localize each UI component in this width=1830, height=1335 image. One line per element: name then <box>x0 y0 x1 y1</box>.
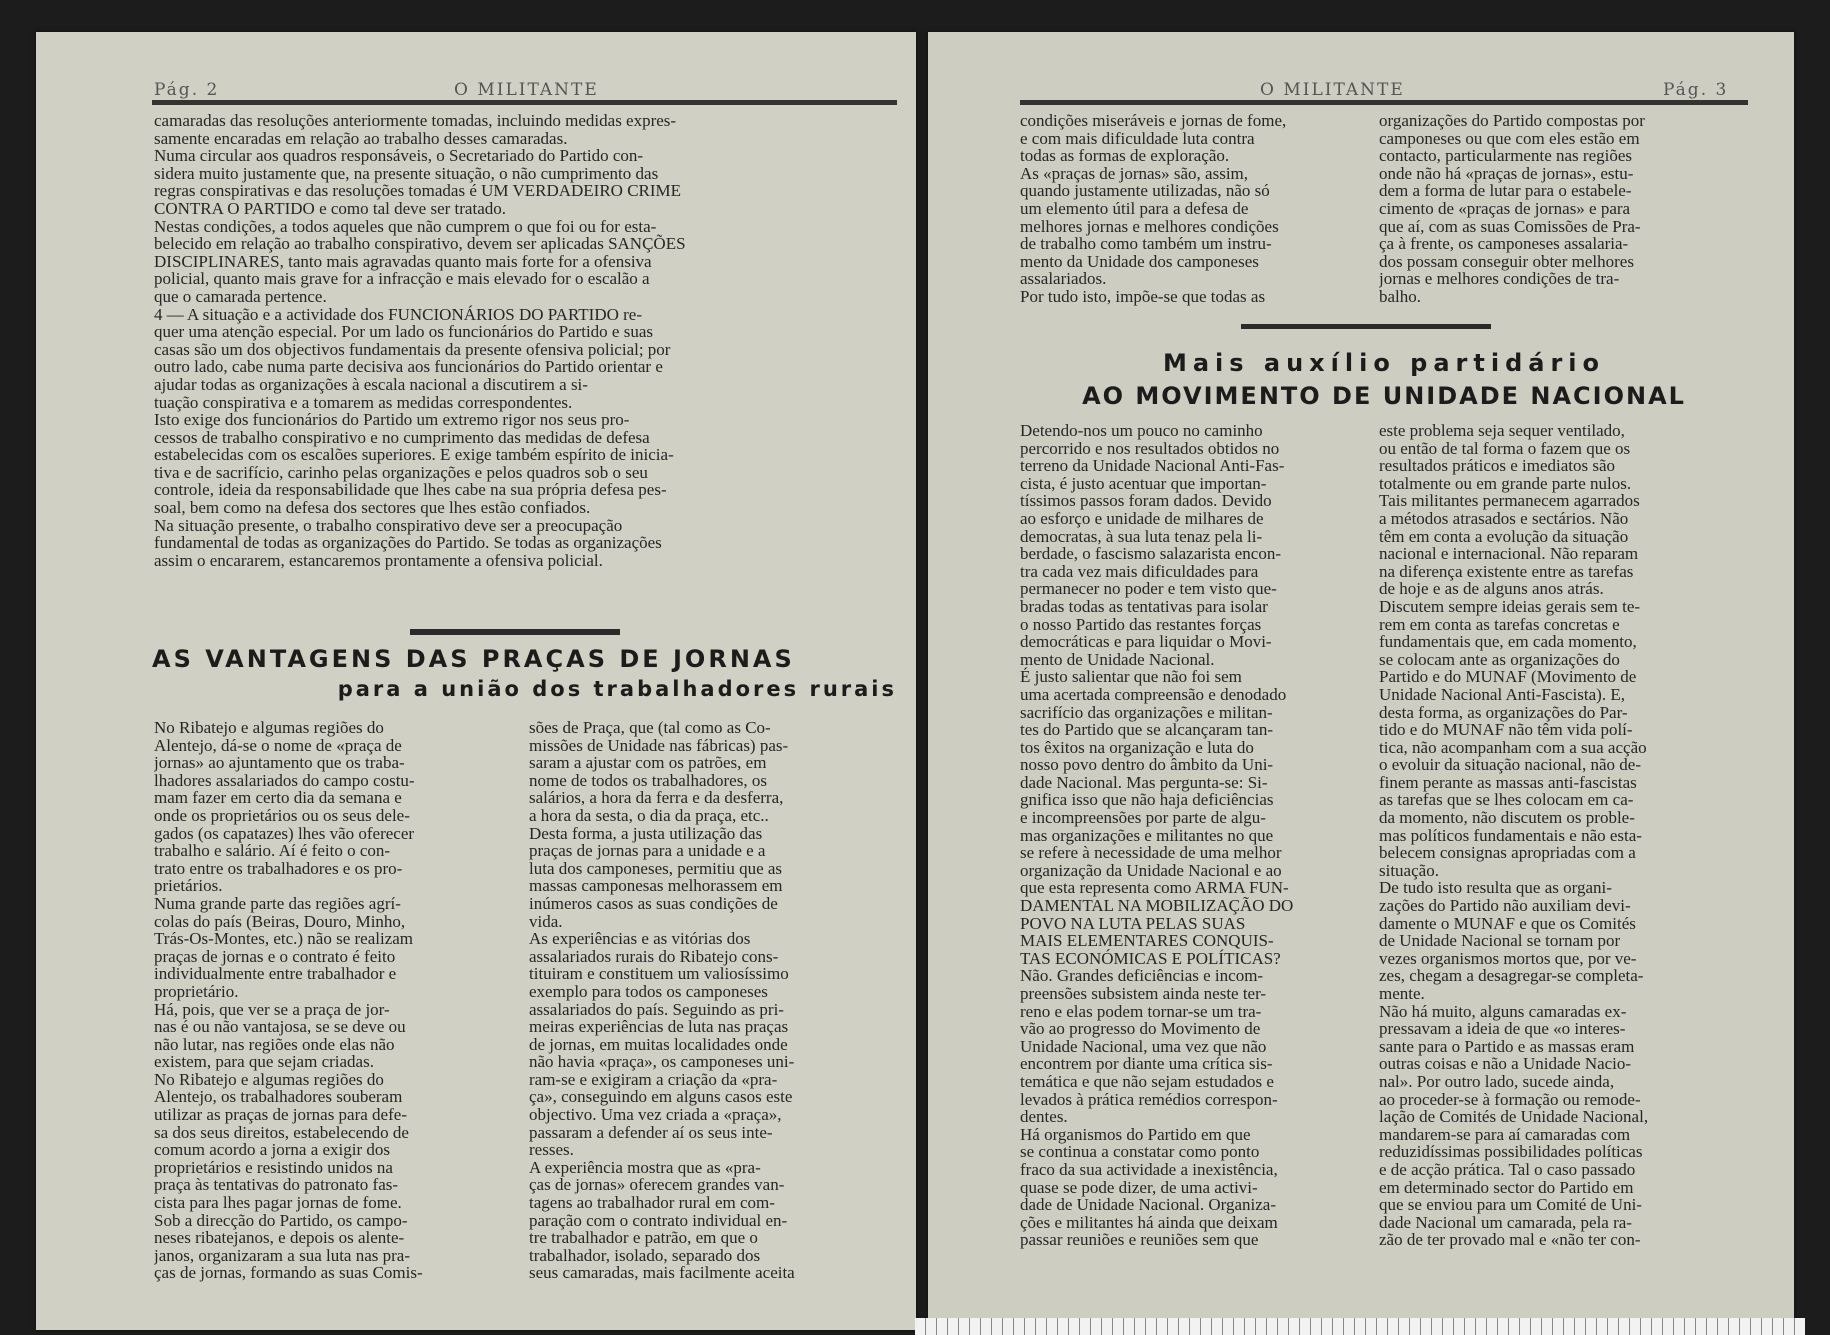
article-right-column-1: Detendo-nos um pouco no caminho percorrido e nos resultados obtidos no terreno da Unidade Nacional Anti-Fas- cista, é justo acentuar que importan- tíssimos passos foram dados. Devido ao esforço e unidade de milhares de democratas, à sua luta tenaz pela li- berdade, o fascismo salazarista encon- tra cada vez mais dificuldades para permanecer no poder e tem visto que- bradas todas as tentativas para isolar o nosso Partido das restantes forças democráticas e para liquidar o Movi- mento de Unidade Nacional. É justo salientar que não foi sem uma acertada compreensão e denodado sacrifício das organizações e militan- tes do Partido que se alcançaram tan- tos êxitos na organização e luta do nosso povo dentro do âmbito da Uni- dade Nacional. Mas pergunta-se: Si- gnifica isso que não haja deficiências e incompreensões por parte de algu- mas organizações e militantes no que se refere à necessidade de uma melhor organização da Unidade Nacional e ao que esta representa como ARMA FUN- DAMENTAL NA MOBILIZAÇÃO DO POVO NA LUTA PELAS SUAS MAIS ELEMENTARES CONQUIS- TAS ECONÓMICAS E POLÍTICAS? Não. Grandes deficiências e incom- preensões subsistem ainda neste ter- reno e elas podem tornar-se um tra- vão ao progresso do Movimento de Unidade Nacional, uma vez que não encontrem por diante uma crítica sis- temática e que não sejam estudados e levados à prática remédios correspon- dentes. Há organismos do Partido em que se continua a constatar como ponto fraco da sua actividade a inexistência, quase se pode dizer, de uma activi- dade de Unidade Nacional. Organiza- ções e militantes há ainda que deixam passar reuniões e reuniões sem que <box>1020 422 1294 1250</box>
ruler-strip <box>915 1318 1805 1335</box>
article-subtitle-praças: para a união dos trabalhadores rurais <box>337 677 897 701</box>
masthead-rule-right <box>1020 100 1748 105</box>
article-title-praças: AS VANTAGENS DAS PRAÇAS DE JORNAS <box>152 645 795 673</box>
right-top-column-1: condições miseráveis e jornas de fome, e com mais dificuldade luta contra todas as formas de exploração. As «praças de jornas» são, assim, quando justamente utilizadas, não só um elemento útil para a defesa de melhores jornas e melhores condições de trabalho como também um instru- mento da Unidade dos camponeses assalariados. Por tudo isto, impõe-se que todas as <box>1020 112 1287 306</box>
left-top-paragraphs: camaradas das resoluções anteriormente tomadas, incluindo medidas expres- samente encaradas em relação ao trabalho desses camaradas. Numa circular aos quadros responsáveis, o Secretariado do Partido con- sidera muito justamente que, na presente situação, o não cumprimento das regras conspirativas e das resoluções tomadas é UM VERDADEIRO CRIME CONTRA O PARTIDO e como tal deve ser tratado. Nestas condições, a todos aqueles que não cumprem o que foi ou for esta- belecido em relação ao trabalho conspirativo, devem ser aplicadas SANÇÕES DISCIPLINARES, tanto mais agravadas quanto mais forte for a ofensiva policial, quanto mais grave for a infracção e mais elevado for o escalão a que o camarada pertence. 4 — A situação e a actividade dos FUNCIONÁRIOS DO PARTIDO re- quer uma atenção especial. Por um lado os funcionários do Partido e suas casas são um dos objectivos fundamentais da presente ofensiva policial; por outro lado, cabe numa parte decisiva aos funcionários do Partido orientar e ajudar todas as organizações à escala nacional a discutirem a si- tuação conspirativa e a tomarem as medidas correspondentes. Isto exige dos funcionários do Partido um extremo rigor nos seus pro- cessos de trabalho conspirativo e no cumprimento das medidas de defesa estabelecidas com os escalões superiores. E exige também espírito de inicia- tiva e de sacrifício, carinho pelas organizações e pelos quadros sob o seu controle, ideia da responsabilidade que lhes cabe na sua própria defesa pes- soal, bem como na defesa dos sectores que lhes estão confiados. Na situação presente, o trabalho conspirativo deve ser a preocupação fundamental de todas as organizações do Partido. Se todas as organizações assim o encararem, estancaremos prontamente a ofensiva policial. <box>154 112 686 570</box>
section-divider-left <box>410 629 620 635</box>
masthead-left: O MILITANTE <box>454 80 599 100</box>
article-title-auxilio: Mais auxílio partidário <box>1162 349 1606 377</box>
article-column-1: No Ribatejo e algumas regiões do Alentejo, dá-se o nome de «praça de jornas» ao ajuntamento que os traba- lhadores assalariados do campo costu- mam fazer em certo dia da semana e onde os proprietários ou os seus dele- gados (os capatazes) lhes vão oferecer trabalho e salário. Aí é feito o con- trato entre os trabalhadores e os pro- prietários. Numa grande parte das regiões agrí- colas do país (Beiras, Douro, Minho, Trás-Os-Montes, etc.) não se realizam praças de jornas e o contrato é feito individualmente entre trabalhador e proprietário. Há, pois, que ver se a praça de jor- nas é ou não vantajosa, se se deve ou não lutar, nas regiões onde elas não existem, para que sejam criadas. No Ribatejo e algumas regiões do Alentejo, os trabalhadores souberam utilizar as praças de jornas para defe- sa dos seus direitos, estabelecendo de comum acordo a jorna a exigir dos proprietários e resistindo unidos na praça às tentativas do patronato fas- cista para lhes pagar jornas de fome. Sob a direcção do Partido, os campo- neses ribatejanos, e depois os alente- janos, organizaram a sua luta nas pra- ças de jornas, formando as suas Comis- <box>154 719 423 1283</box>
page-number-left: Pág. 2 <box>154 80 220 100</box>
left-page <box>36 32 916 1330</box>
article-column-2: sões de Praça, que (tal como as Co- missões de Unidade nas fábricas) pas- saram a ajustar com os patrões, em nome de todos os trabalhadores, os salários, a hora da ferra e da desferra, a hora da sesta, o dia da praça, etc.. Desta forma, a justa utilização das praças de jornas para a unidade e a luta dos camponeses, permitiu que as massas camponesas melhorassem em inúmeros casos as suas condições de vida. As experiências e as vitórias dos assalariados rurais do Ribatejo cons- tituiram e constituem um valiosíssimo exemplo para todos os camponeses assalariados do país. Seguindo as pri- meiras experiências de luta nas praças de jornas, em muitas localidades onde não havia «praça», os camponeses uni- ram-se e exigiram a criação da «pra- ça», conseguindo em alguns casos este objectivo. Uma vez criada a «praça», passaram a defender aí os seus inte- resses. A experiência mostra que as «pra- ças de jornas» oferecem grandes van- tagens ao trabalhador rural em com- paração com o contrato individual en- tre trabalhador e patrão, em que o trabalhador, isolado, separado dos seus camaradas, mais facilmente aceita <box>529 719 795 1283</box>
article-subtitle-unidade: AO MOVIMENTO DE UNIDADE NACIONAL <box>1082 382 1686 410</box>
right-page <box>928 32 1794 1330</box>
article-right-column-2: este problema seja sequer ventilado, ou então de tal forma o fazem que os resultados práticos e imediatos são totalmente ou em grande parte nulos. Tais militantes permanecem agarrados a métodos atrasados e sectários. Não têm em conta a evolução da situação nacional e internacional. Não reparam na diferença existente entre as tarefas de hoje e as de alguns anos atrás. Discutem sempre ideias gerais sem te- rem em conta as tarefas concretas e fundamentais que, em cada momento, se colocam ante as organizações do Partido e do MUNAF (Movimento de Unidade Nacional Anti-Fascista). E, desta forma, as organizações do Par- tido e do MUNAF não têm vida polí- tica, não acompanham com a sua acção o evoluir da situação nacional, não de- finem perante as massas anti-fascistas as tarefas que se lhes colocam em ca- da momento, não discutem os proble- mas políticos fundamentais e não esta- belecem consignas apropriadas com a situação. De tudo isto resulta que as organi- zações do Partido não auxiliam devi- damente o MUNAF e que os Comités de Unidade Nacional se tornam por vezes organismos mortos que, por ve- zes, chegam a desagregar-se completa- mente. Não há muito, alguns camaradas ex- pressavam a ideia de que «o interes- sante para o Partido e as massas eram outras coisas e não a Unidade Nacio- nal». Por outro lado, sucede ainda, ao proceder-se à formação ou remode- lação de Comités de Unidade Nacional, mandarem-se para aí camaradas com reduzidíssimas possibilidades políticas e de acção prática. Tal o caso passado em determinado sector do Partido em que se enviou para um Comité de Uni- dade Nacional um camarada, pela ra- zão de ter provado mal e «não ter con- <box>1379 422 1649 1250</box>
page-number-right: Pág. 3 <box>1663 80 1729 100</box>
masthead-rule-left <box>152 100 897 105</box>
masthead-right: O MILITANTE <box>1260 80 1405 100</box>
section-divider-right <box>1241 324 1491 329</box>
right-top-column-2: organizações do Partido compostas por camponeses ou que com eles estão em contacto, particularmente nas regiões onde não há «praças de jornas», estu- dem a forma de lutar para o estabele- cimento de «praças de jornas» e para que aí, com as suas Comissões de Pra- ça à frente, os camponeses assalaria- dos possam conseguir obter melhores jornas e melhores condições de tra- balho. <box>1379 112 1645 306</box>
